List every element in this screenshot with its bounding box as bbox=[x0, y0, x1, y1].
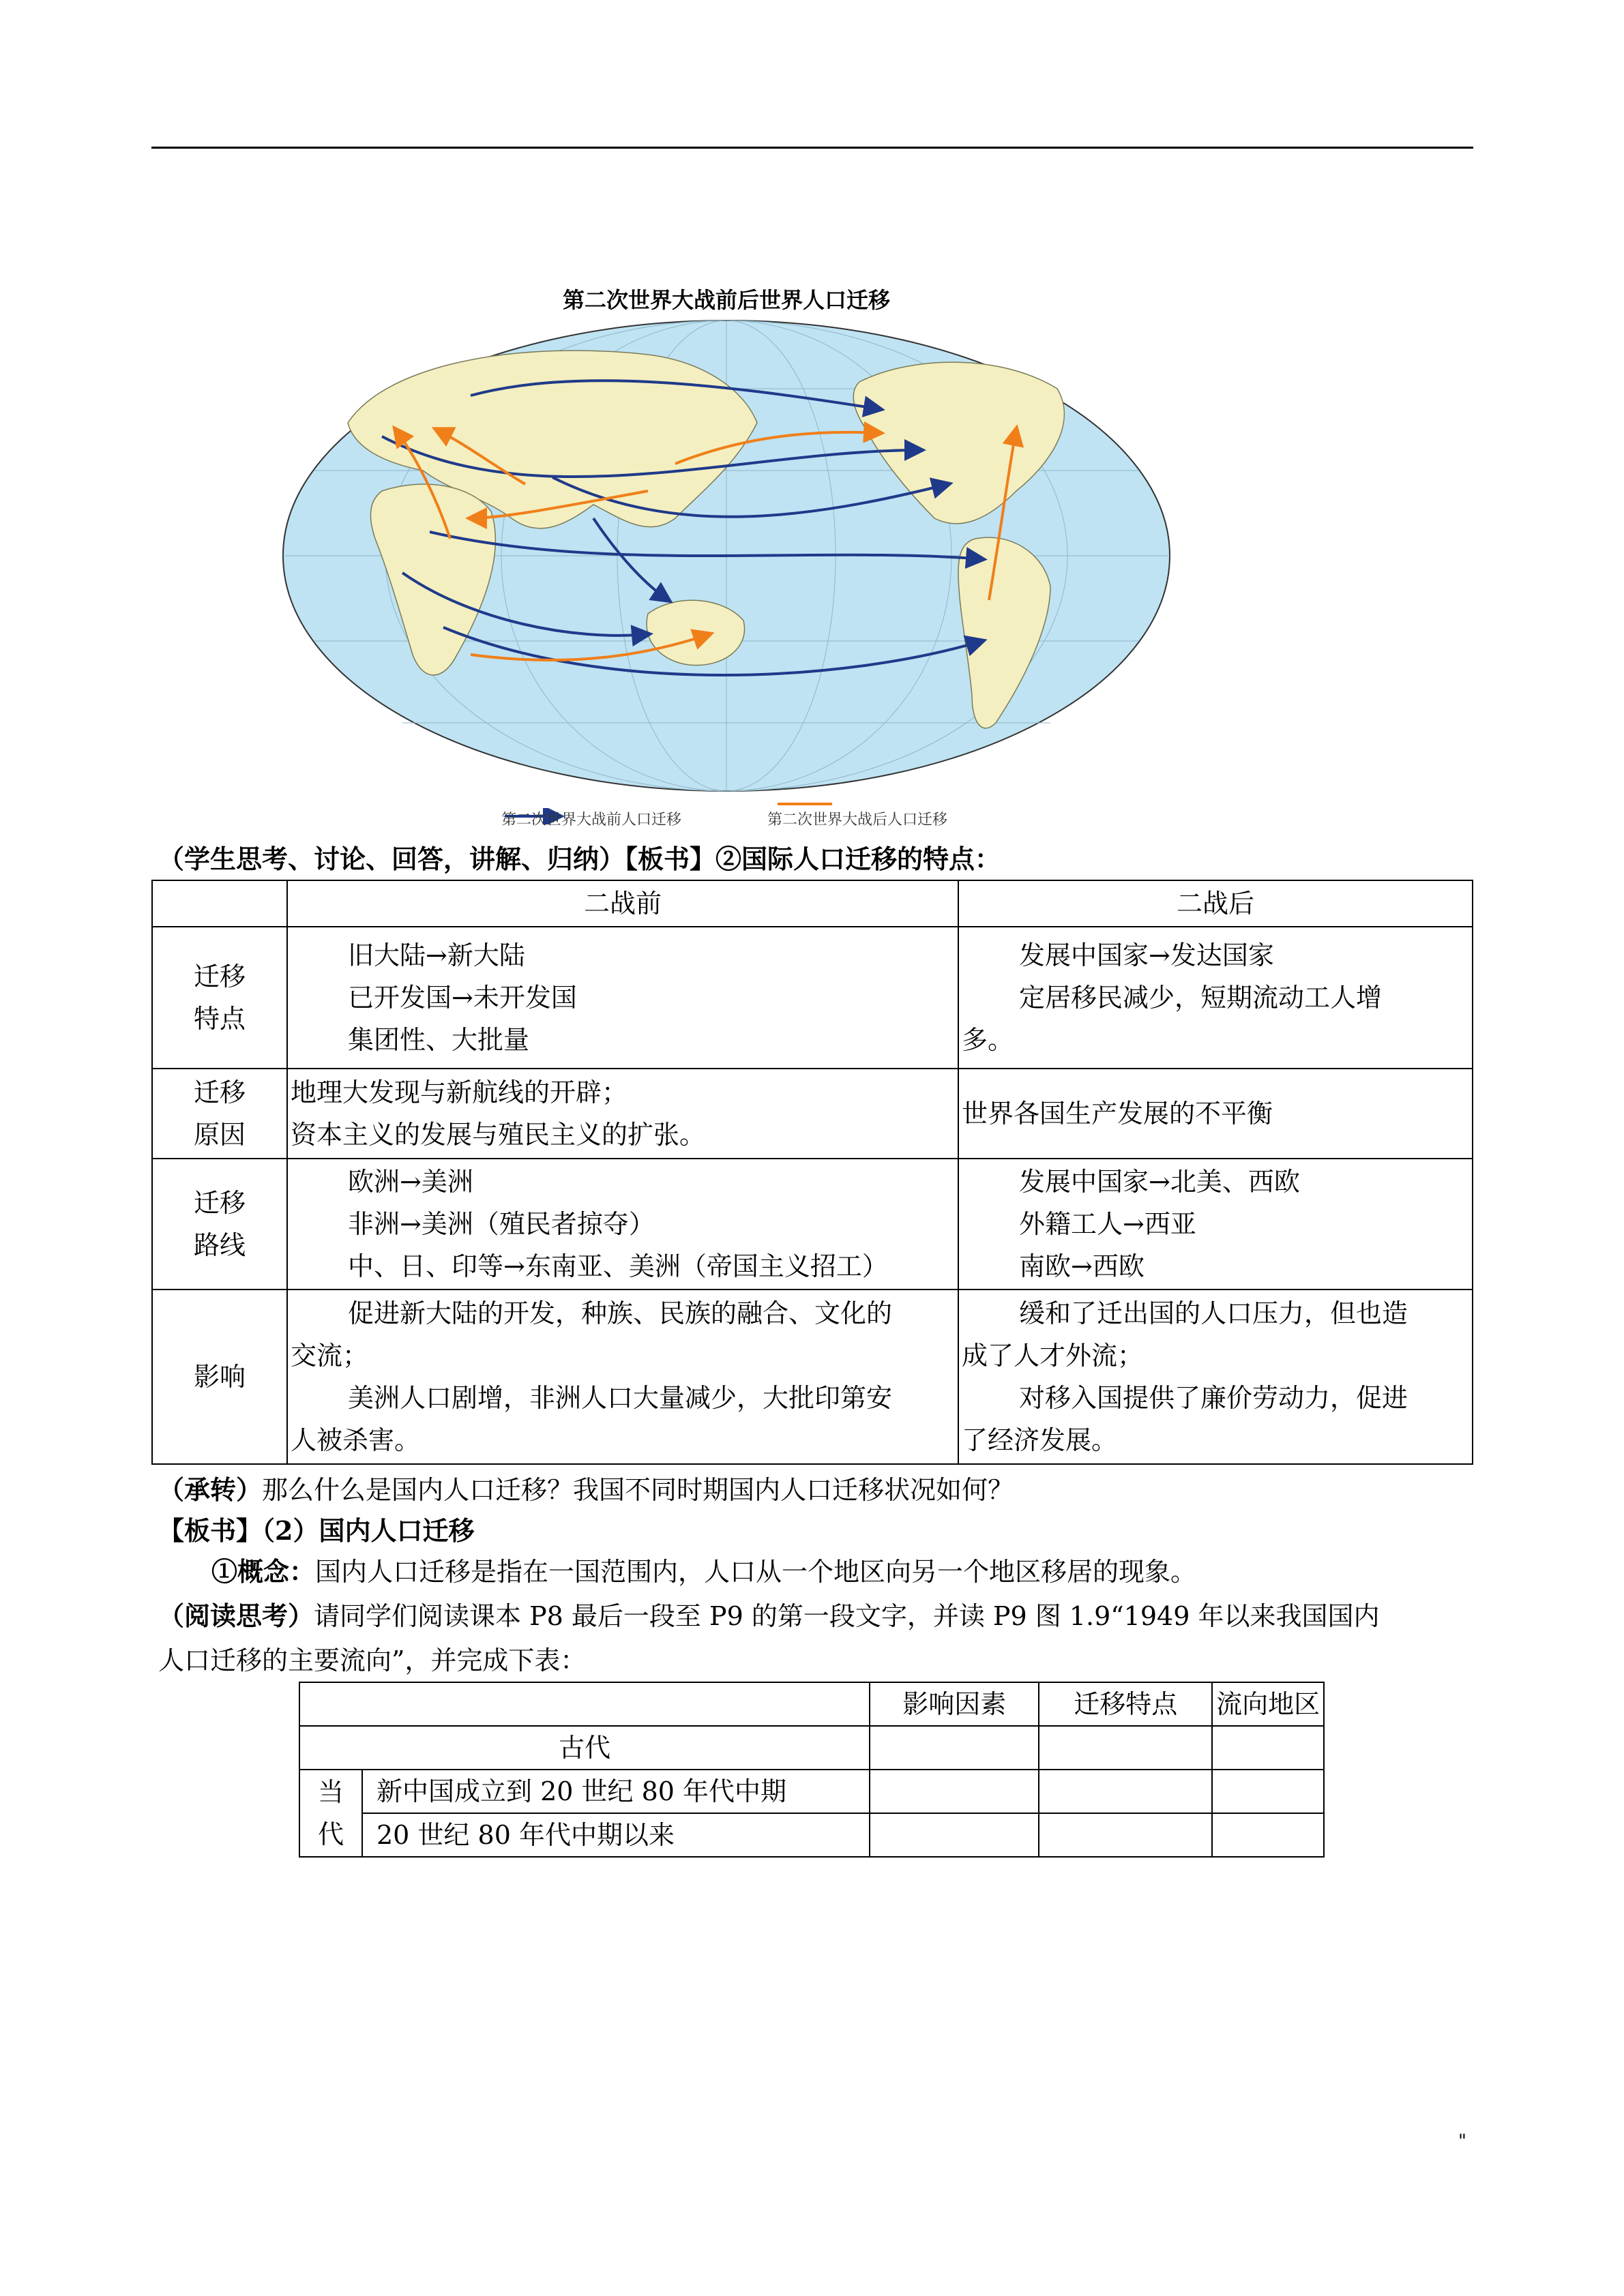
concept-label: ①概念： bbox=[211, 1556, 316, 1587]
reading-line-2: 人口迁移的主要流向”，并完成下表： bbox=[158, 1645, 587, 1675]
row-label: 迁移 bbox=[193, 1077, 246, 1107]
cell-line: 美洲人口剧增，非洲人口大量减少，大批印第安 bbox=[348, 1383, 893, 1413]
table-row bbox=[152, 927, 1473, 1069]
row-label: 迁移 bbox=[193, 961, 246, 992]
migration-map-figure bbox=[266, 269, 1187, 835]
row-label: 特点 bbox=[193, 1004, 246, 1034]
international-migration-table bbox=[151, 880, 1473, 1465]
cell-line: 集团性、大批量 bbox=[348, 1025, 530, 1055]
cell-line: 已开发国→未开发国 bbox=[348, 983, 577, 1013]
table-row bbox=[152, 1159, 1473, 1289]
concept-text: 国内人口迁移是指在一国范围内，人口从一个地区向另一个地区移居的现象。 bbox=[315, 1557, 1197, 1587]
row-label: 路线 bbox=[193, 1230, 246, 1260]
transition-text: 那么什么是国内人口迁移？我国不同时期国内人口迁移状况如何？ bbox=[262, 1475, 1014, 1505]
blank-cell[interactable] bbox=[1212, 1813, 1324, 1857]
table-row bbox=[299, 1770, 1324, 1813]
blank-cell[interactable] bbox=[870, 1726, 1039, 1770]
blank-cell[interactable] bbox=[1039, 1770, 1212, 1813]
header-rule bbox=[151, 147, 1473, 149]
cell-line: 非洲→美洲（殖民者掠夺） bbox=[348, 1209, 655, 1239]
blank-cell[interactable] bbox=[1039, 1726, 1212, 1770]
row-label: 原因 bbox=[193, 1120, 246, 1150]
concept-line bbox=[211, 1555, 1196, 1589]
cell-line: 交流； bbox=[291, 1341, 369, 1371]
cell-line: 了经济发展。 bbox=[962, 1425, 1118, 1455]
row-label: 迁移 bbox=[193, 1188, 246, 1218]
header-destination: 流向地区 bbox=[1212, 1682, 1324, 1726]
cell-line: 发展中国家→发达国家 bbox=[1019, 940, 1274, 970]
cell-line: 成了人才外流； bbox=[962, 1341, 1144, 1371]
cell-line: 多。 bbox=[962, 1025, 1014, 1055]
transition-label: （承转） bbox=[158, 1474, 263, 1505]
world-map-svg bbox=[266, 314, 1187, 805]
footer-mark: " bbox=[1458, 2131, 1466, 2151]
modern-label bbox=[299, 1770, 362, 1857]
cell-line: 促进新大陆的开发，种族、民族的融合、文化的 bbox=[348, 1298, 893, 1328]
cell-line: 发展中国家→北美、西欧 bbox=[1019, 1167, 1300, 1197]
header-features: 迁移特点 bbox=[1039, 1682, 1212, 1726]
reading-text-1: 请同学们阅读课本 P8 最后一段至 P9 的第一段文字，并读 P9 图 1.9“1949 年以来我国国内 bbox=[314, 1601, 1380, 1631]
cell-line: 对移入国提供了廉价劳动力，促进 bbox=[1019, 1383, 1408, 1413]
table-row bbox=[299, 1726, 1324, 1770]
cell-line: 地理大发现与新航线的开辟； bbox=[291, 1077, 628, 1107]
intro-line: （学生思考、讨论、回答，讲解、归纳）【板书】②国际人口迁移的特点： bbox=[158, 844, 1001, 874]
row-period: 20 世纪 80 年代中期以来 bbox=[362, 1813, 870, 1857]
modern-label-char: 代 bbox=[317, 1819, 344, 1849]
blank-cell[interactable] bbox=[1212, 1726, 1324, 1770]
header-after: 二战后 bbox=[958, 880, 1473, 927]
blank-cell[interactable] bbox=[870, 1813, 1039, 1857]
cell-line: 资本主义的发展与殖民主义的扩张。 bbox=[291, 1120, 706, 1150]
modern-label-char: 当 bbox=[317, 1777, 344, 1807]
header-empty bbox=[152, 880, 287, 927]
cell-line: 欧洲→美洲 bbox=[348, 1167, 473, 1197]
cell-line: 南欧→西欧 bbox=[1019, 1251, 1145, 1281]
reading-line-1 bbox=[158, 1599, 1379, 1633]
legend-after-label: 第二次世界大战后人口迁移 bbox=[767, 811, 948, 829]
cell-line: 中、日、印等→东南亚、美洲（帝国主义招工） bbox=[348, 1251, 888, 1281]
blank-cell[interactable] bbox=[1039, 1813, 1212, 1857]
table-header-row bbox=[299, 1682, 1324, 1726]
cell-line: 外籍工人→西亚 bbox=[1019, 1209, 1196, 1239]
row-label: 影响 bbox=[193, 1362, 246, 1392]
table-row bbox=[152, 1289, 1473, 1464]
table-header-row bbox=[152, 880, 1473, 927]
cell-line: 世界各国生产发展的不平衡 bbox=[962, 1099, 1273, 1129]
blank-cell[interactable] bbox=[1212, 1770, 1324, 1813]
legend-before-label: 第二次世界大战前人口迁移 bbox=[501, 811, 682, 829]
cell-line: 定居移民减少，短期流动工人增 bbox=[1019, 983, 1383, 1013]
blank-cell[interactable] bbox=[870, 1770, 1039, 1813]
row-period: 新中国成立到 20 世纪 80 年代中期 bbox=[362, 1770, 870, 1813]
map-title: 第二次世界大战前后世界人口迁移 bbox=[562, 287, 890, 313]
cell-line: 旧大陆→新大陆 bbox=[348, 940, 525, 970]
header-factors: 影响因素 bbox=[870, 1682, 1039, 1726]
table-row bbox=[299, 1813, 1324, 1857]
heading-domestic-migration: 【板书】（2）国内人口迁移 bbox=[158, 1515, 475, 1546]
reading-label: （阅读思考） bbox=[158, 1600, 314, 1631]
cell-line: 人被杀害。 bbox=[291, 1425, 421, 1455]
header-empty bbox=[299, 1682, 870, 1726]
row-ancient: 古代 bbox=[299, 1726, 870, 1770]
table-row bbox=[152, 1069, 1473, 1159]
transition-line bbox=[158, 1473, 1014, 1507]
domestic-migration-table bbox=[299, 1682, 1325, 1858]
header-before: 二战前 bbox=[287, 880, 958, 927]
cell-line: 缓和了迁出国的人口压力，但也造 bbox=[1019, 1298, 1408, 1328]
